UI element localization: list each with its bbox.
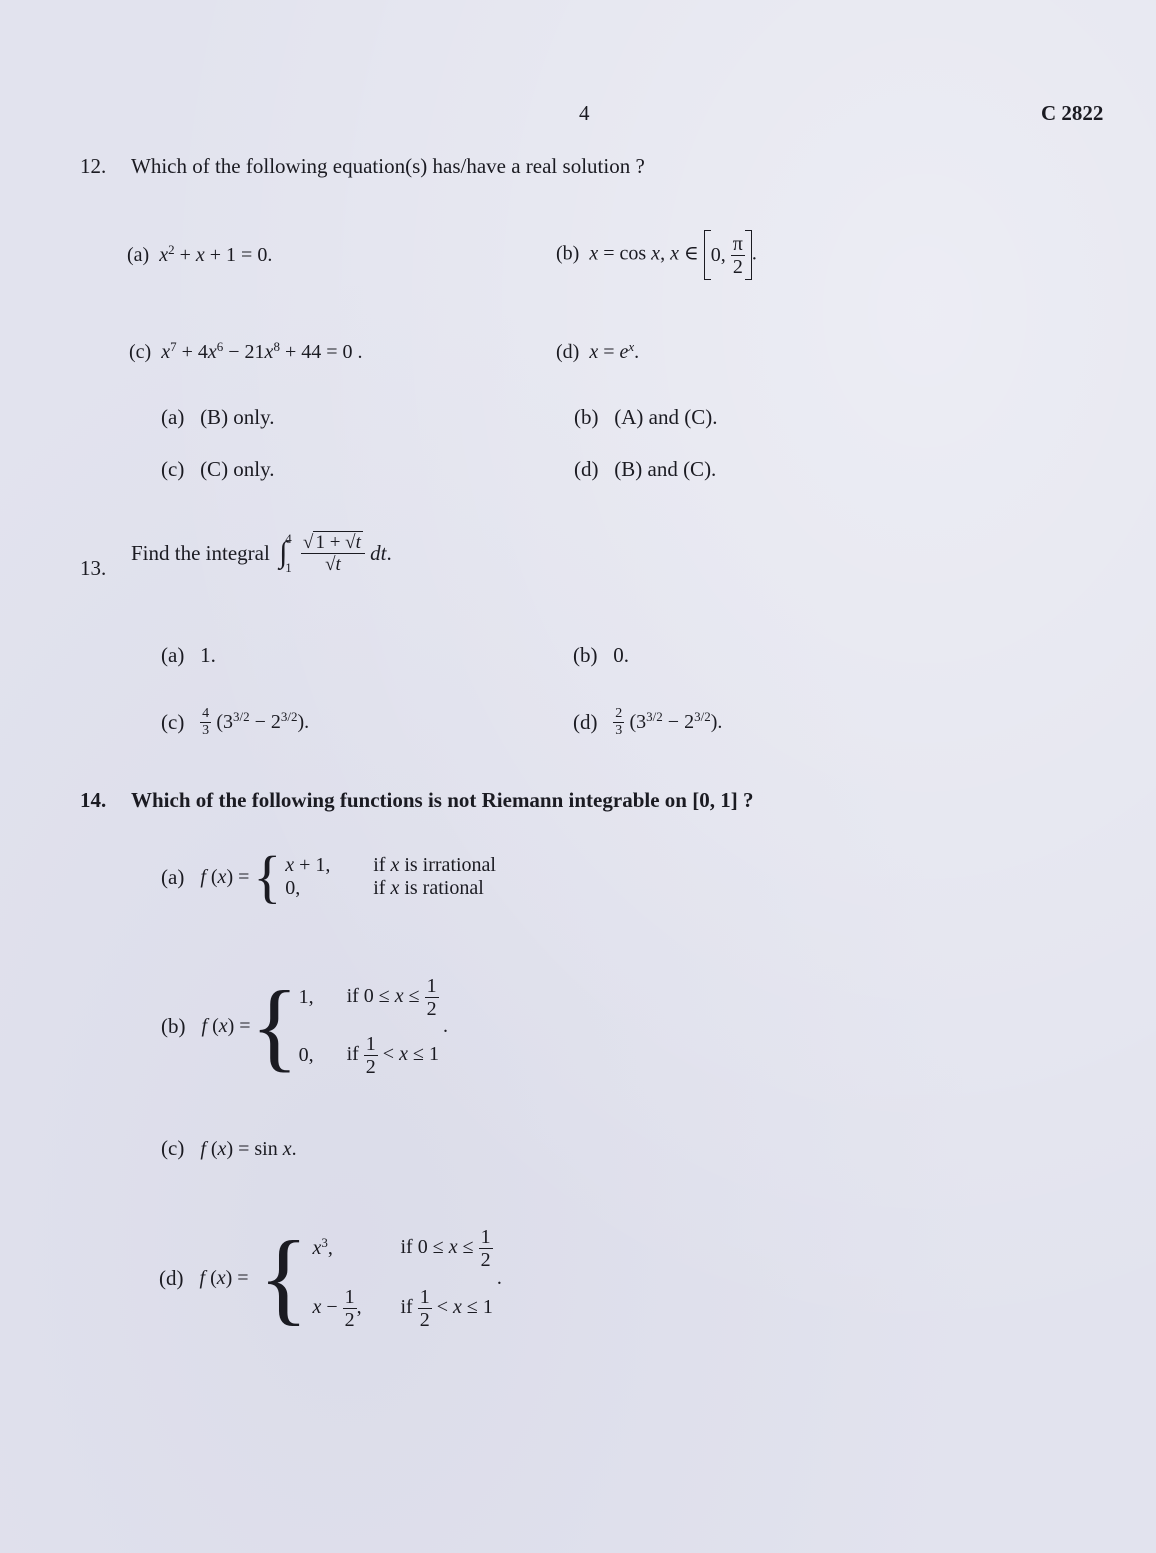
- q13-text: Find the integral: [131, 540, 270, 565]
- q12-option-b-label: (b): [574, 405, 599, 429]
- q14-option-b-label: (b): [161, 1013, 186, 1038]
- q12-eq-a: (a) $x^2 + x + 1 = 0$.: [127, 241, 273, 266]
- q13-option-a-text: 1.: [200, 643, 216, 667]
- q13-option-b-label: (b): [573, 643, 598, 667]
- q12-option-d-text: (B) and (C).: [614, 457, 717, 481]
- q12-number: 12.: [80, 154, 107, 178]
- q13-option-a[interactable]: [161, 643, 216, 668]
- q13-option-c-label: (c): [161, 710, 185, 734]
- q12-option-b[interactable]: [574, 405, 717, 430]
- q14-option-a[interactable]: (a) f (x) = { x + 1, if x is irrational 0, if x is rational: [161, 844, 496, 909]
- q13-option-b-text: 0.: [613, 643, 629, 667]
- q13-option-a-label: (a): [161, 643, 185, 667]
- q12-option-a-text: (B) only.: [200, 405, 275, 429]
- q12-eq-b: (b) x = cos x, x ∈ 0, $\frac{\pi}{2}$ .: [556, 230, 757, 280]
- paper-code: C 2822: [1041, 101, 1104, 125]
- q12-option-c-text: (C) only.: [200, 457, 275, 481]
- q12-eq-d: (d) $x = e^x$.: [556, 338, 640, 363]
- q14-a-case2: if x is rational: [373, 877, 484, 899]
- q14-number: 14.: [80, 788, 107, 812]
- page-number: 4: [579, 101, 590, 125]
- q12-eq-b-label: (b): [556, 242, 580, 265]
- q14-option-d-label: (d): [159, 1265, 184, 1290]
- q12-text: Which of the following equation(s) has/have a real solution ?: [131, 154, 645, 178]
- q13-option-c[interactable]: (c) $\frac{4}{3}$ $(3^{3/2} - 2^{3/2})$.: [161, 706, 310, 738]
- q13-option-b[interactable]: [573, 643, 629, 668]
- q12-option-c-label: (c): [161, 457, 185, 481]
- q12-option-d[interactable]: [574, 457, 716, 482]
- q14-option-d[interactable]: (d) f (x) = { $x^3$, if 0 ≤ x ≤ $\frac{1}{2}$ x − $\frac{1}{2}$ , if $\frac{1}{2}$ < x ≤ 1 .: [159, 1220, 502, 1335]
- q13-number: 13.: [80, 556, 107, 580]
- q12-option-a[interactable]: [161, 405, 275, 430]
- q14-text: Which of the following functions is not Riemann integrable on [0, 1] ?: [131, 788, 754, 812]
- q13-statement: Find the integral ∫4 1 $\frac{√ 1 + √t}{√t}$ dt.: [131, 531, 392, 575]
- q13-option-d[interactable]: (d) $\frac{2}{3}$ $(3^{3/2} - 2^{3/2})$.: [573, 706, 723, 738]
- q12-option-a-label: (a): [161, 405, 185, 429]
- q14-option-a-label: (a): [161, 864, 185, 889]
- q12-eq-c: (c) $x^7 + 4x^6 - 21x^8 + 44 = 0$ .: [129, 338, 363, 363]
- q14-option-c[interactable]: (c) f (x) = sin x.: [161, 1136, 297, 1160]
- q12-option-b-text: (A) and (C).: [614, 405, 718, 429]
- q12-option-d-label: (d): [574, 457, 599, 481]
- q14-a-case1: if x is irrational: [373, 854, 496, 876]
- q12-eq-d-label: (d): [556, 341, 580, 363]
- q14-option-c-label: (c): [161, 1136, 185, 1160]
- q13-option-d-label: (d): [573, 710, 598, 734]
- q12-option-c[interactable]: [161, 457, 275, 482]
- q12-eq-c-label: (c): [129, 341, 152, 363]
- q12-eq-a-label: (a): [127, 244, 150, 266]
- q14-option-b[interactable]: (b) f (x) = { 1, if 0 ≤ x ≤ $\frac{1}{2}$ 0, if $\frac{1}{2}$ < x ≤ 1 .: [161, 970, 448, 1081]
